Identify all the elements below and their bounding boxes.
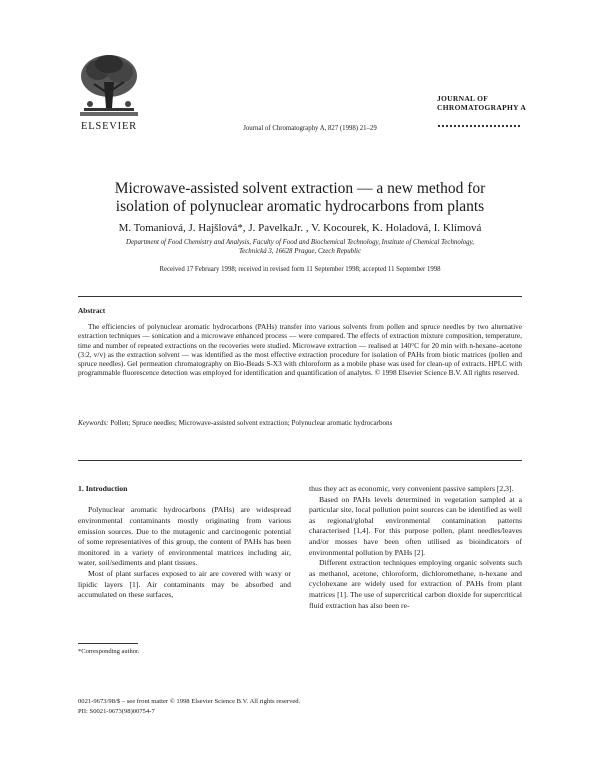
publisher-name: ELSEVIER (81, 121, 137, 132)
body-column-left (78, 484, 291, 601)
page-footer (78, 697, 300, 716)
keywords (78, 419, 522, 427)
pii-line: PII: S0021-9673(98)00754-7 (78, 707, 155, 715)
paragraph: Based on PAHs levels determined in vegetation sampled at a particular site, local pollution point sources can be identified as well as regional/global environmental contamination patterns characterised [1,4]. For this purpose pollen, plant needles/leaves and/or mosses have been often utilised as bioindicators of environmental pollution by PAHs [2]. (309, 494, 522, 557)
journal-logo-rule (438, 125, 520, 130)
received-dates: Received 17 February 1998; received in revised form 11 September 1998; accepted 11 September 1998 (159, 266, 441, 273)
affiliation-line-2: Technická 3, 16628 Prague, Czech Republic (238, 248, 362, 255)
journal-citation: Journal of Chromatography A, 827 (1998) 21–29 (243, 125, 377, 132)
body-column-right (309, 484, 522, 611)
author-list: M. Tomaniová, J. Hajšlová*, J. PavelkaJr. , V. Kocourek, K. Holadová, I. Klímová (118, 222, 482, 234)
title-line-1: Microwave-assisted solvent extraction — a new method for (114, 180, 486, 197)
abstract-heading: Abstract (78, 306, 106, 315)
journal-logo-line2: CHROMATOGRAPHY A (437, 103, 527, 112)
footnote: *Corresponding author. (78, 648, 140, 655)
elsevier-tree-logo (78, 52, 140, 118)
affiliation (70, 238, 530, 256)
section-heading: 1. Introduction (78, 484, 128, 493)
paragraph: Most of plant surfaces exposed to air are covered with waxy or lipidic layers [1]. Air contaminants may be absorbed and accumulated on these surfaces, (78, 568, 291, 600)
footnote-divider (78, 643, 138, 644)
keywords-list: Pollen; Spruce needles; Microwave-assisted solvent extraction; Polynuclear aromatic hydrocarbons (110, 419, 393, 427)
article-title (90, 180, 510, 216)
abstract-body: The efficiencies of polynuclear aromatic hydrocarbons (PAHs) transfer into various solvents from pollen and spruce needles by two alternative extraction techniques — sonication and a microwave enhanced process — were compared. The effects of extraction mixture composition, temperature, time and number of repeated extractions on the recoveries were studied. Microwave extraction — realised at 140°C for 20 min with n-hexane–acetone (3:2, v/v) as the extraction solvent — was identified as the most effective extraction procedure for isolation of PAHs from biotic matrices (pollen and spruce needles). Gel permeation chromatography on Bio-Beads S-X3 with chloroform as a mobile phase was used for clean-up of extracts. HPLC with programmable fluorescence detection was employed for identification and quantification of analytes. © 1998 Elsevier Science B.V. All rights reserved. (78, 322, 522, 378)
paragraph: Polynuclear aromatic hydrocarbons (PAHs) are widespread environmental contaminants mostly originating from various emission sources. Due to the mutagenic and carcinogenic potential of some representatives of this group, the content of PAHs has been monitored in a variety of environmental matrices including air, water, soil/sediments and plant tissues. (78, 505, 291, 568)
journal-logo-line1: JOURNAL OF (437, 94, 489, 103)
affiliation-line-1: Department of Food Chemistry and Analysis, Faculty of Food and Biochemical Technology, Institute of Chemical Technology, (125, 239, 475, 246)
journal-logo (437, 94, 526, 112)
divider (78, 296, 522, 297)
copyright-line: 0021-9673/98/$ – see front matter © 1998 Elsevier Science B.V. All rights reserved. (78, 698, 301, 705)
paragraph: thus they act as economic, very convenient passive samplers [2,3]. (309, 484, 514, 493)
divider (78, 460, 522, 461)
paragraph: Different extraction techniques employing organic solvents such as methanol, acetone, chloroform, dichloromethane, n-hexane and cyclohexane are widely used for extraction of PAHs from plant matrices [1]. The use of supercritical carbon dioxide for supercritical fluid extraction has also been re- (309, 558, 522, 610)
keywords-label: Keywords: (78, 419, 109, 427)
title-line-2: isolation of polynuclear aromatic hydrocarbons from plants (115, 198, 485, 215)
